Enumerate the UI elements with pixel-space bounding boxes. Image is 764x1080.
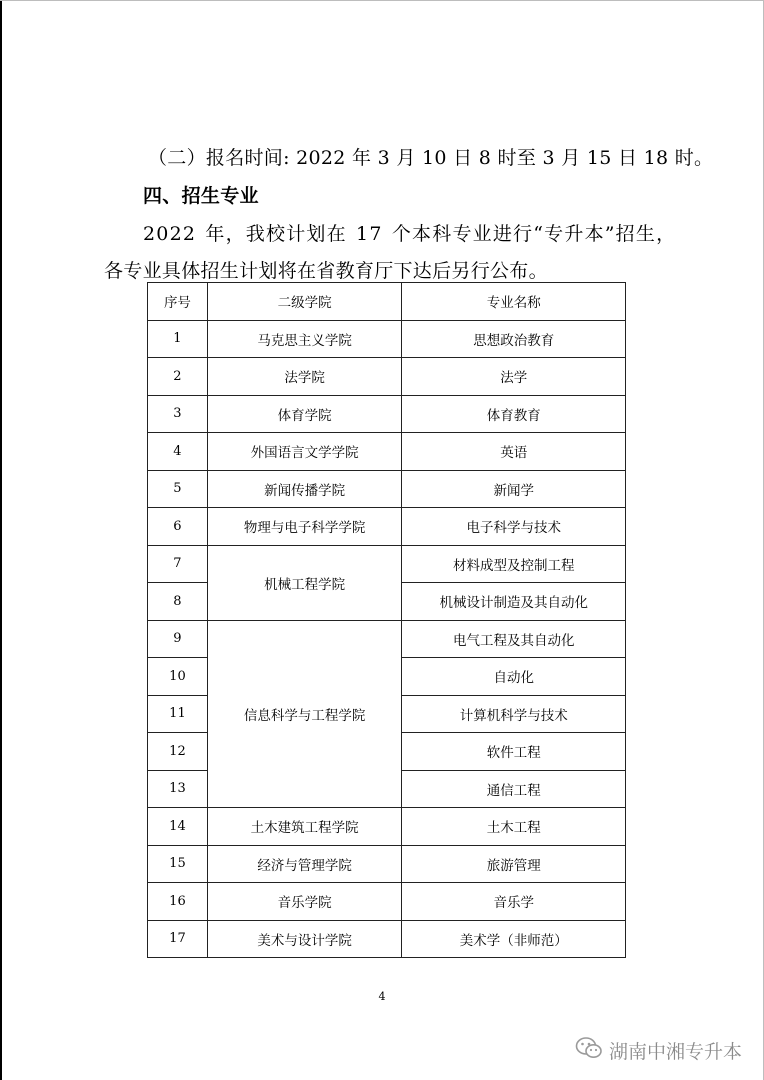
table-row <box>148 508 626 546</box>
row-college: 经济与管理学院 <box>207 845 402 883</box>
page-number: 4 <box>378 990 386 1003</box>
intro-paragraph-line-2: 各专业具体招生计划将在省教育厅下达后另行公布。 <box>104 260 548 282</box>
row-major: 计算机科学与技术 <box>402 695 626 733</box>
row-major: 新闻学 <box>402 470 626 508</box>
row-major: 通信工程 <box>402 770 626 808</box>
table-row <box>148 920 626 958</box>
row-college: 马克思主义学院 <box>207 320 402 358</box>
row-number: 11 <box>148 695 208 733</box>
table-row <box>148 433 626 471</box>
row-major: 美术学（非师范） <box>402 920 626 958</box>
table-row <box>148 808 626 846</box>
row-major: 音乐学 <box>402 883 626 921</box>
row-number: 17 <box>148 920 208 958</box>
row-major: 软件工程 <box>402 733 626 771</box>
row-college: 物理与电子科学学院 <box>207 508 402 546</box>
row-college: 外国语言文学学院 <box>207 433 402 471</box>
row-major: 电气工程及其自动化 <box>402 620 626 658</box>
table-row <box>148 470 626 508</box>
watermark <box>575 1036 742 1065</box>
page-top-border <box>0 0 764 1</box>
row-major: 旅游管理 <box>402 845 626 883</box>
section-heading: 四、招生专业 <box>143 185 259 207</box>
row-major: 英语 <box>402 433 626 471</box>
row-number: 4 <box>148 433 208 471</box>
registration-time-text: （二）报名时间: 2022 年 3 月 10 日 8 时至 3 月 15 日 18 时。 <box>148 147 714 169</box>
row-major: 自动化 <box>402 658 626 696</box>
row-number: 14 <box>148 808 208 846</box>
row-college: 新闻传播学院 <box>207 470 402 508</box>
table-row <box>148 358 626 396</box>
row-major: 土木工程 <box>402 808 626 846</box>
row-number: 12 <box>148 733 208 771</box>
header-number: 序号 <box>148 283 208 321</box>
row-number: 8 <box>148 583 208 621</box>
row-major: 思想政治教育 <box>402 320 626 358</box>
row-major: 法学 <box>402 358 626 396</box>
table-row <box>148 845 626 883</box>
header-college: 二级学院 <box>207 283 402 321</box>
table-row <box>148 545 626 583</box>
watermark-label: 湖南中湘专升本 <box>609 1041 743 1063</box>
row-number: 15 <box>148 845 208 883</box>
row-college: 体育学院 <box>207 395 402 433</box>
row-number: 13 <box>148 770 208 808</box>
row-major: 材料成型及控制工程 <box>402 545 626 583</box>
row-number: 1 <box>148 320 208 358</box>
row-number: 9 <box>148 620 208 658</box>
row-college-merged: 机械工程学院 <box>207 545 402 620</box>
intro-paragraph-line-1: 2022 年，我校计划在 17 个本科专业进行“专升本”招生， <box>143 223 677 245</box>
row-college: 美术与设计学院 <box>207 920 402 958</box>
table-row <box>148 883 626 921</box>
row-college: 音乐学院 <box>207 883 402 921</box>
row-major: 机械设计制造及其自动化 <box>402 583 626 621</box>
row-number: 3 <box>148 395 208 433</box>
row-college: 法学院 <box>207 358 402 396</box>
row-number: 16 <box>148 883 208 921</box>
row-number: 7 <box>148 545 208 583</box>
majors-table <box>147 282 626 958</box>
row-college-merged: 信息科学与工程学院 <box>207 620 402 808</box>
table-row <box>148 620 626 658</box>
row-college: 土木建筑工程学院 <box>207 808 402 846</box>
row-major: 体育教育 <box>402 395 626 433</box>
row-number: 2 <box>148 358 208 396</box>
row-number: 10 <box>148 658 208 696</box>
wechat-icon <box>575 1036 603 1065</box>
page-left-border <box>0 0 2 1080</box>
row-number: 6 <box>148 508 208 546</box>
table-row <box>148 320 626 358</box>
header-major: 专业名称 <box>402 283 626 321</box>
row-major: 电子科学与技术 <box>402 508 626 546</box>
table-header-row <box>148 283 626 321</box>
table-row <box>148 395 626 433</box>
row-number: 5 <box>148 470 208 508</box>
